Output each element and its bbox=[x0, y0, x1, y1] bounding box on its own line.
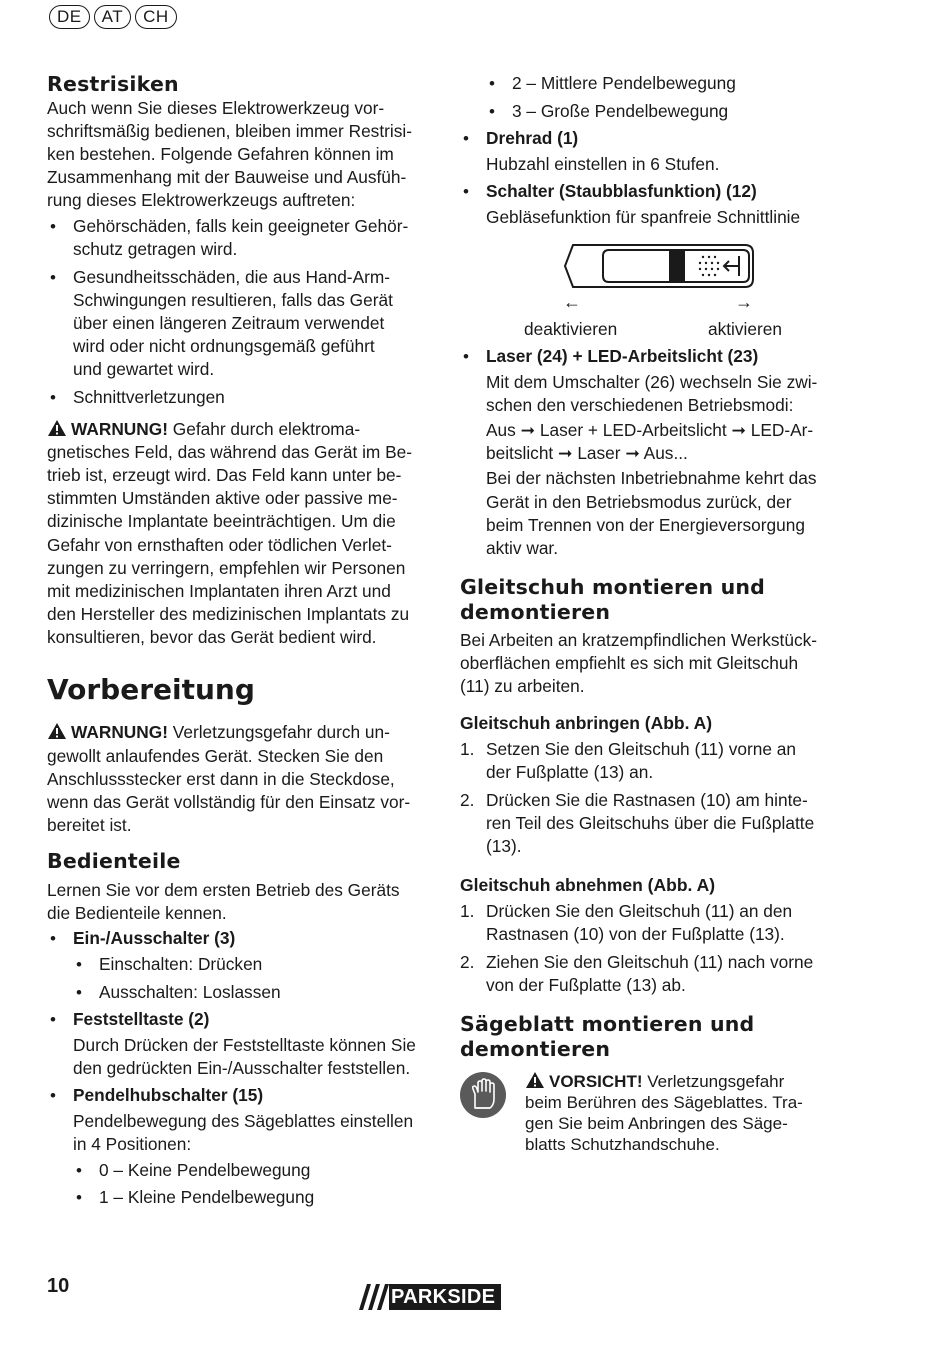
warning-text-line: stimmten Umständen aktive oder passive me- bbox=[47, 488, 398, 508]
step-text-line: Setzen Sie den Gleitschuh (11) vorne an bbox=[486, 739, 796, 759]
anbringen-heading: Gleitschuh anbringen (Abb. A) bbox=[460, 713, 713, 733]
restrisiken-text-line: ken bestehen. Folgende Gefahren können im bbox=[47, 144, 394, 164]
step-number: 1. bbox=[460, 901, 475, 921]
restrisiken-text-line: Zusammenhang mit der Bauweise und Ausfüh- bbox=[47, 167, 407, 187]
abnehmen-heading: Gleitschuh abnehmen (Abb. A) bbox=[460, 875, 716, 895]
step-text-line: Ziehen Sie den Gleitschuh (11) nach vorne bbox=[486, 952, 814, 972]
warning-text: Verletzungsgefahr durch un- bbox=[172, 722, 390, 742]
control-sub-item: Einschalten: Drücken bbox=[99, 954, 263, 974]
risk-item-line: wird oder nicht ordnungsgemäß geführt bbox=[73, 336, 375, 356]
control-text-line: Pendelbewegung des Sägeblattes einstellen bbox=[73, 1111, 414, 1131]
gleitschuh-text-line: oberflächen empfiehlt es sich mit Gleitschuh bbox=[460, 653, 799, 673]
arrow-right-icon: → bbox=[735, 292, 753, 312]
step-text-line: Drücken Sie den Gleitschuh (11) an den bbox=[486, 901, 793, 921]
control-sub-item: Ausschalten: Loslassen bbox=[99, 982, 281, 1002]
glove-icon bbox=[460, 1072, 506, 1118]
bullet-dot: • bbox=[489, 102, 495, 121]
country-tag-at: AT bbox=[94, 5, 131, 29]
blower-switch-figure bbox=[563, 242, 755, 292]
control-text-line: Gebläsefunktion für spanfreie Schnittlinie bbox=[486, 207, 801, 227]
warning-text-line: zungen zu verringern, empfehlen wir Personen bbox=[47, 558, 406, 578]
warning-text-line: Anschlussstecker erst dann in die Steckdose, bbox=[47, 769, 395, 789]
restrisiken-text-line: rung dieses Elektrowerkzeugs auftreten: bbox=[47, 190, 356, 210]
gleitschuh-heading: demontieren bbox=[460, 600, 611, 624]
control-text-line: Gerät in den Betriebsmodus zurück, der bbox=[486, 492, 792, 512]
bullet-dot: • bbox=[76, 1161, 82, 1180]
warning-triangle-icon bbox=[47, 722, 67, 740]
arrow-left-icon: ← bbox=[563, 292, 581, 312]
restrisiken-text-line: schriftsmäßig bedienen, bleiben immer Restrisi- bbox=[47, 121, 412, 141]
control-title: Laser (24) + LED-Arbeitslicht (23) bbox=[486, 346, 759, 366]
control-title: Ein-/Ausschalter (3) bbox=[73, 928, 236, 948]
risk-item-line: und gewartet wird. bbox=[73, 359, 215, 379]
bullet-dot: • bbox=[50, 929, 56, 948]
control-text-line: beim Trennen von der Energieversorgung bbox=[486, 515, 805, 535]
parkside-logo bbox=[359, 1284, 501, 1310]
caution-text: Verletzungsgefahr bbox=[647, 1072, 785, 1091]
caution-text-line: gen Sie beim Anbringen des Säge- bbox=[525, 1114, 788, 1133]
bullet-dot: • bbox=[76, 955, 82, 974]
gleitschuh-text-line: (11) zu arbeiten. bbox=[460, 676, 585, 696]
bedienteile-text-line: Lernen Sie vor dem ersten Betrieb des Geräts bbox=[47, 880, 400, 900]
warning-text-line: Gefahr von ernsthaften oder tödlichen Verlet- bbox=[47, 535, 392, 555]
label-deactivate: deaktivieren bbox=[524, 319, 618, 339]
country-tag-ch: CH bbox=[135, 5, 177, 29]
bullet-dot: • bbox=[463, 347, 469, 366]
warning-label: WARNUNG! bbox=[71, 419, 168, 439]
control-text-line: Mit dem Umschalter (26) wechseln Sie zwi- bbox=[486, 372, 818, 392]
risk-item-line: Gehörschäden, falls kein geeigneter Gehör- bbox=[73, 216, 409, 236]
control-text-line: den gedrückten Ein-/Ausschalter feststellen. bbox=[73, 1058, 411, 1078]
step-number: 2. bbox=[460, 952, 475, 972]
control-sub-item: 0 – Keine Pendelbewegung bbox=[99, 1160, 311, 1180]
warning-text-line: den Hersteller des medizinischen Implantats zu bbox=[47, 604, 410, 624]
step-text-line: der Fußplatte (13) an. bbox=[486, 762, 654, 782]
bullet-dot: • bbox=[50, 217, 56, 236]
bedienteile-text-line: die Bedienteile kennen. bbox=[47, 903, 227, 923]
warning-emf bbox=[47, 418, 360, 441]
risk-item-line: schutz getragen wird. bbox=[73, 239, 238, 259]
control-sub-item: 3 – Große Pendelbewegung bbox=[512, 101, 729, 121]
bullet-dot: • bbox=[50, 388, 56, 407]
step-text-line: Drücken Sie die Rastnasen (10) am hinte- bbox=[486, 790, 808, 810]
step-text-line: (13). bbox=[486, 836, 522, 856]
country-tags bbox=[49, 5, 177, 29]
step-text-line: ren Teil des Gleitschuhs über die Fußplatte bbox=[486, 813, 815, 833]
step-text-line: von der Fußplatte (13) ab. bbox=[486, 975, 686, 995]
control-text-line: beitslicht ➞ Laser ➞ Aus... bbox=[486, 443, 688, 463]
bullet-dot: • bbox=[463, 129, 469, 148]
risk-item-line: über einen längeren Zeitraum verwendet bbox=[73, 313, 385, 333]
logo-stripes-icon bbox=[359, 1284, 389, 1310]
gleitschuh-heading: Gleitschuh montieren und bbox=[460, 575, 766, 599]
control-text-line: Bei der nächsten Inbetriebnahme kehrt das bbox=[486, 468, 817, 488]
step-text-line: Rastnasen (10) von der Fußplatte (13). bbox=[486, 924, 785, 944]
warning-text-line: trieb ist, erzeugt wird. Das Feld kann unter be- bbox=[47, 465, 402, 485]
saegeblatt-heading: Sägeblatt montieren und bbox=[460, 1012, 755, 1036]
warning-triangle-icon bbox=[47, 419, 67, 437]
step-number: 2. bbox=[460, 790, 475, 810]
warning-text-line: gnetisches Feld, das während das Gerät im Be- bbox=[47, 442, 413, 462]
control-text-line: schen den verschiedenen Betriebsmodi: bbox=[486, 395, 794, 415]
control-text-line: Aus ➞ Laser + LED-Arbeitslicht ➞ LED-Ar- bbox=[486, 420, 814, 440]
risk-item-line: Gesundheitsschäden, die aus Hand-Arm- bbox=[73, 267, 390, 287]
bullet-dot: • bbox=[463, 182, 469, 201]
warning-text-line: konsultieren, bevor das Gerät bedient wird. bbox=[47, 627, 377, 647]
warning-text-line: mit medizinischen Implantaten ihren Arzt und bbox=[47, 581, 391, 601]
gleitschuh-text-line: Bei Arbeiten an kratzempfindlichen Werkstück- bbox=[460, 630, 817, 650]
bullet-dot: • bbox=[50, 1010, 56, 1029]
vorbereitung-heading: Vorbereitung bbox=[47, 673, 255, 706]
restrisiken-heading: Restrisiken bbox=[47, 72, 179, 96]
restrisiken-text-line: Auch wenn Sie dieses Elektrowerkzeug vor- bbox=[47, 98, 385, 118]
fan-blower-icon bbox=[699, 256, 739, 276]
step-number: 1. bbox=[460, 739, 475, 759]
country-tag-de: DE bbox=[49, 5, 90, 29]
caution-text-line: blatts Schutzhandschuhe. bbox=[525, 1135, 720, 1154]
bullet-dot: • bbox=[489, 74, 495, 93]
warning-label: WARNUNG! bbox=[71, 722, 168, 742]
bullet-dot: • bbox=[50, 268, 56, 287]
warning-triangle-icon bbox=[525, 1071, 545, 1089]
control-text-line: Hubzahl einstellen in 6 Stufen. bbox=[486, 154, 720, 174]
bullet-dot: • bbox=[76, 1188, 82, 1207]
control-text-line: in 4 Positionen: bbox=[73, 1134, 192, 1154]
warning-text-line: dizinische Implantate beeinträchtigen. Um die bbox=[47, 511, 396, 531]
control-title: Feststelltaste (2) bbox=[73, 1009, 210, 1029]
warning-text-line: wenn das Gerät vollständig für den Einsatz vor- bbox=[47, 792, 411, 812]
warning-text-line: bereitet ist. bbox=[47, 815, 132, 835]
control-text-line: Durch Drücken der Feststelltaste können Sie bbox=[73, 1035, 416, 1055]
bullet-dot: • bbox=[50, 1086, 56, 1105]
risk-item-line: Schnittverletzungen bbox=[73, 387, 225, 407]
label-activate: aktivieren bbox=[708, 319, 782, 339]
brand-name: PARKSIDE bbox=[389, 1284, 501, 1310]
control-text-line: aktiv war. bbox=[486, 538, 559, 558]
warning-text: Gefahr durch elektroma- bbox=[172, 419, 361, 439]
bullet-dot: • bbox=[76, 983, 82, 1002]
caution-line bbox=[525, 1071, 784, 1092]
caution-text-line: beim Berühren des Sägeblattes. Tra- bbox=[525, 1093, 803, 1112]
bedienteile-heading: Bedienteile bbox=[47, 849, 181, 873]
control-sub-item: 1 – Kleine Pendelbewegung bbox=[99, 1187, 315, 1207]
risk-item-line: Schwingungen resultieren, falls das Gerät bbox=[73, 290, 393, 310]
control-title: Pendelhubschalter (15) bbox=[73, 1085, 264, 1105]
warning-startup bbox=[47, 721, 390, 744]
control-title: Drehrad (1) bbox=[486, 128, 579, 148]
warning-text-line: gewollt anlaufendes Gerät. Stecken Sie den bbox=[47, 746, 384, 766]
caution-label: VORSICHT! bbox=[549, 1072, 643, 1091]
control-title: Schalter (Staubblasfunktion) (12) bbox=[486, 181, 757, 201]
page-number: 10 bbox=[47, 1275, 70, 1297]
saegeblatt-heading: demontieren bbox=[460, 1037, 611, 1061]
control-sub-item: 2 – Mittlere Pendelbewegung bbox=[512, 73, 736, 93]
